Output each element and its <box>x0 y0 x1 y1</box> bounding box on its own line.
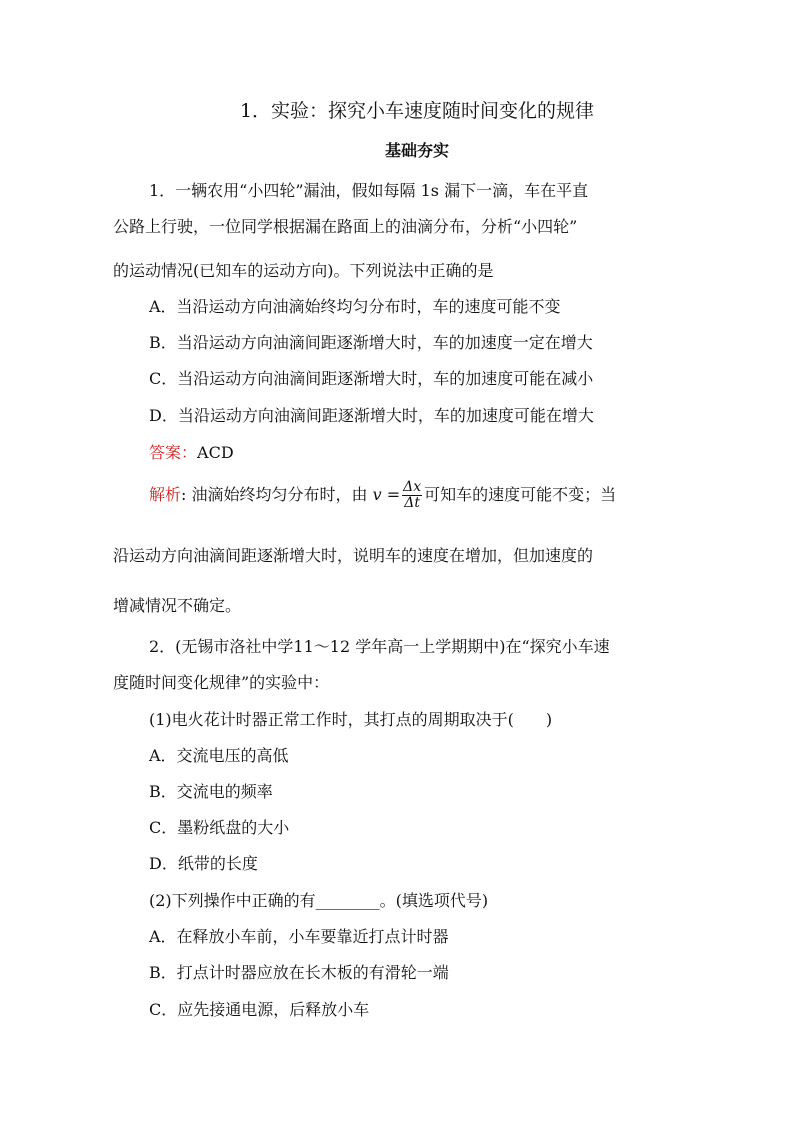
page-title: 1．实验：探究小车速度随时间变化的规律 <box>239 100 595 122</box>
q1-option-b: B．当沿运动方向油滴间距逐渐增大时，车的加速度一定在增大 <box>149 333 593 352</box>
answer-label: 答案： <box>149 443 198 462</box>
fraction-denominator: Δt <box>404 495 421 511</box>
q1-option-d: D．当沿运动方向油滴间距逐渐增大时，车的加速度可能在增大 <box>149 406 594 425</box>
q2-sub1-question: (1)电火花计时器正常工作时，其打点的周期取决于( ) <box>149 710 553 729</box>
q1-analysis-line-2: 沿运动方向油滴间距逐渐增大时，说明车的速度在增加，但加速度的 <box>113 546 594 565</box>
q2-stem-line-2: 度随时间变化规律”的实验中： <box>113 673 330 692</box>
q2-sub1-option-b: B．交流电的频率 <box>149 782 273 801</box>
q2-sub1-option-c: C．墨粉纸盘的大小 <box>149 818 290 837</box>
q1-analysis-line-3: 增减情况不确定。 <box>113 596 242 615</box>
q1-option-c: C．当沿运动方向油滴间距逐渐增大时，车的加速度可能在减小 <box>149 369 594 388</box>
q1-option-a: A．当沿运动方向油滴始终均匀分布时，车的速度可能不变 <box>149 297 561 316</box>
fraction-numerator: Δx <box>403 479 422 495</box>
q2-stem-line-1: 2．(无锡市洛社中学11～12 学年高一上学期期中)在“探究小车速 <box>149 637 610 656</box>
section-heading: 基础夯实 <box>384 141 449 160</box>
analysis-text-b: 可知车的速度可能不变；当 <box>424 485 617 504</box>
delta-x-over-delta-t-fraction <box>402 480 422 511</box>
q1-answer <box>149 443 234 463</box>
equals-sign: = <box>381 485 401 504</box>
q1-stem-line-2: 公路上行驶，一位同学根据漏在路面上的油滴分布，分析“小四轮” <box>113 217 578 236</box>
answer-value: ACD <box>197 443 234 462</box>
q2-sub2-option-a: A．在释放小车前，小车要靠近打点计时器 <box>149 927 449 946</box>
q2-sub1-option-a: A．交流电压的高低 <box>149 746 289 765</box>
velocity-symbol: v <box>372 485 382 504</box>
q1-stem-line-3: 的运动情况(已知车的运动方向)。下列说法中正确的是 <box>113 261 494 280</box>
q2-sub1-option-d: D．纸带的长度 <box>149 854 258 873</box>
analysis-text-a: : 油滴始终均匀分布时，由 <box>181 485 368 504</box>
q1-stem-line-1: 1．一辆农用“小四轮”漏油，假如每隔 1s 漏下一滴，车在平直 <box>149 181 589 200</box>
q2-sub2-question: (2)下列操作中正确的有________。(填选项代号) <box>149 891 489 910</box>
q1-analysis-line-1 <box>149 478 616 512</box>
analysis-label: 解析 <box>149 485 182 504</box>
q2-sub2-option-c: C．应先接通电源，后释放小车 <box>149 1000 370 1019</box>
q2-sub2-option-b: B．打点计时器应放在长木板的有滑轮一端 <box>149 963 449 982</box>
